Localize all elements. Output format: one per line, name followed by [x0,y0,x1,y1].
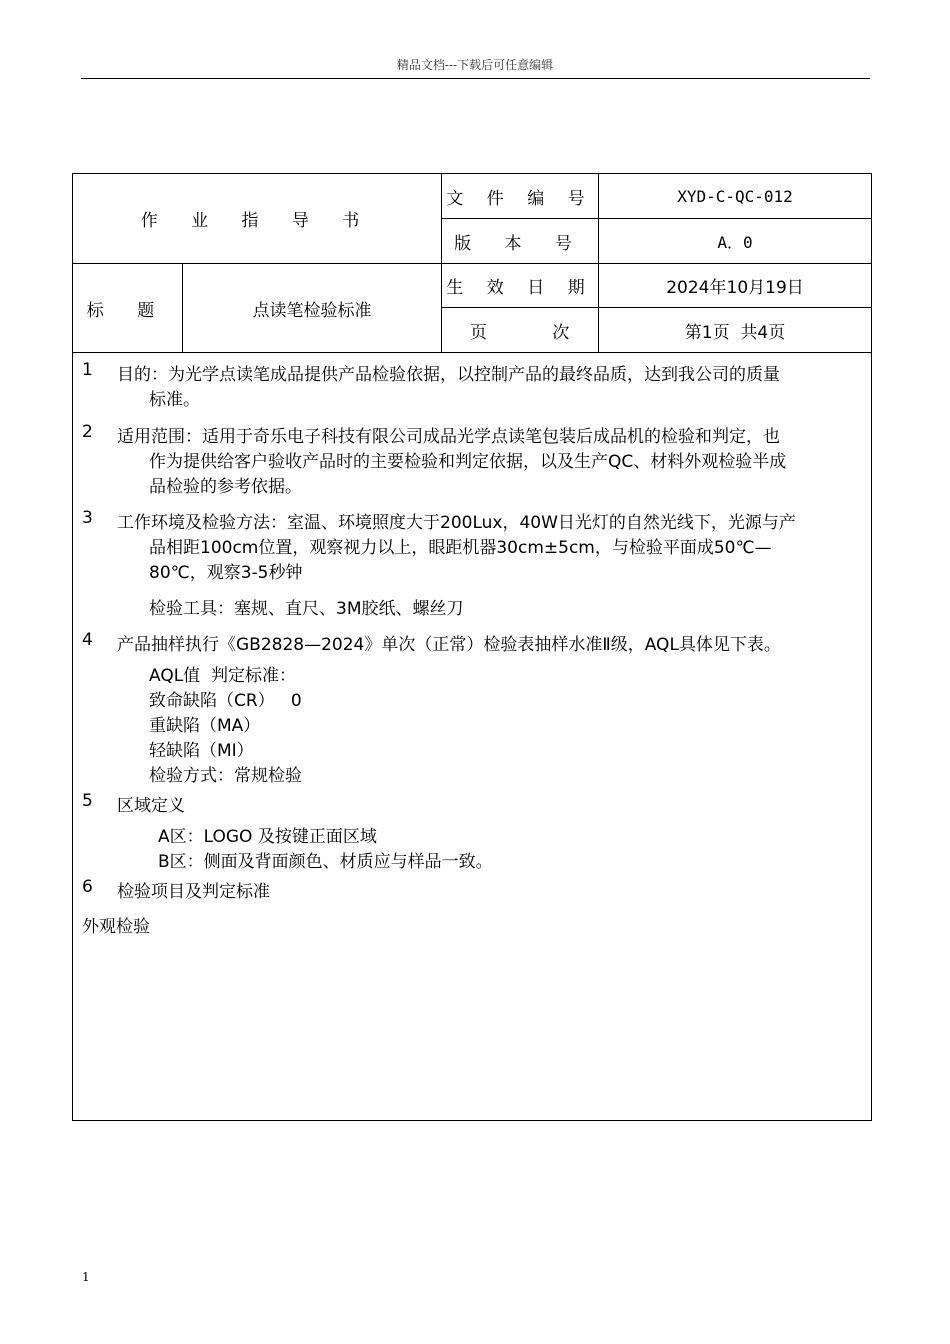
doc-type-cell: 作 业 指 导 书 [72,173,442,264]
section-5-area-b: B区：侧面及背面颜色、材质应与样品一致。 [158,852,493,872]
section-3-line-1: 工作环境及检验方法：室温、环境照度大于200Lux，40W日光灯的自然光线下，光源与产 [117,513,796,533]
section-2-number: 2 [82,422,93,442]
section-5-line-1: 区域定义 [117,796,185,816]
section-5-number: 5 [82,791,93,811]
page-label-text: 页 次 [470,322,570,343]
effective-date-label: 生 效 日 期 [441,263,599,308]
section-4-ma: 重缺陷（MA） [149,716,261,736]
section-1-number: 1 [82,360,93,380]
file-no-label: 文 件 编 号 [441,173,599,219]
section-3-number: 3 [82,508,93,528]
section-6-line-1: 检验项目及判定标准 [117,882,270,902]
section-4-method: 检验方式：常规检验 [149,766,302,786]
section-4-mi: 轻缺陷（MI） [149,741,254,761]
file-no-value: XYD-C-QC-012 [598,173,872,219]
section-4-line-1: 产品抽样执行《GB2828—2024》单次（正常）检验表抽样水准Ⅱ级，AQL具体见下表。 [117,635,781,655]
section-2-line-2: 作为提供给客户验收产品时的主要检验和判定依据，以及生产QC、材料外观检验半成 [149,452,787,472]
section-6-number: 6 [82,877,93,897]
effective-date-value: 2024年10月19日 [598,263,872,308]
appearance-heading: 外观检验 [82,917,150,937]
section-2-line-3: 品检验的参考依据。 [149,477,302,497]
section-3-tools: 检验工具：塞规、直尺、3M胶纸、螺丝刀 [149,599,464,619]
title-value: 点读笔检验标准 [182,263,442,353]
version-value: A．0 [598,218,872,264]
page-header: 精品文档---下载后可任意编辑 [396,58,554,72]
section-4-cr: 致命缺陷（CR） 0 [149,691,302,711]
version-label: 版 本 号 [441,218,599,264]
section-4-aql: AQL值 判定标准： [149,666,296,686]
section-5-area-a: A区：LOGO 及按键正面区域 [158,827,377,847]
page-number: 1 [82,1270,90,1284]
section-2-line-1: 适用范围：适用于奇乐电子科技有限公司成品光学点读笔包装后成品机的检验和判定，也 [117,427,780,447]
page-value: 第1页 共4页 [598,307,872,353]
section-3-line-2: 品相距100cm位置，观察视力以上，眼距机器30cm±5cm，与检验平面成50℃— [149,538,772,558]
title-label: 标 题 [72,263,183,353]
section-3-line-3: 80℃，观察3-5秒钟 [149,563,303,583]
section-1-line-2: 标准。 [149,390,200,410]
section-4-number: 4 [82,630,93,650]
section-1-line-1: 目的：为光学点读笔成品提供产品检验依据，以控制产品的最终品质，达到我公司的质量 [117,365,780,385]
